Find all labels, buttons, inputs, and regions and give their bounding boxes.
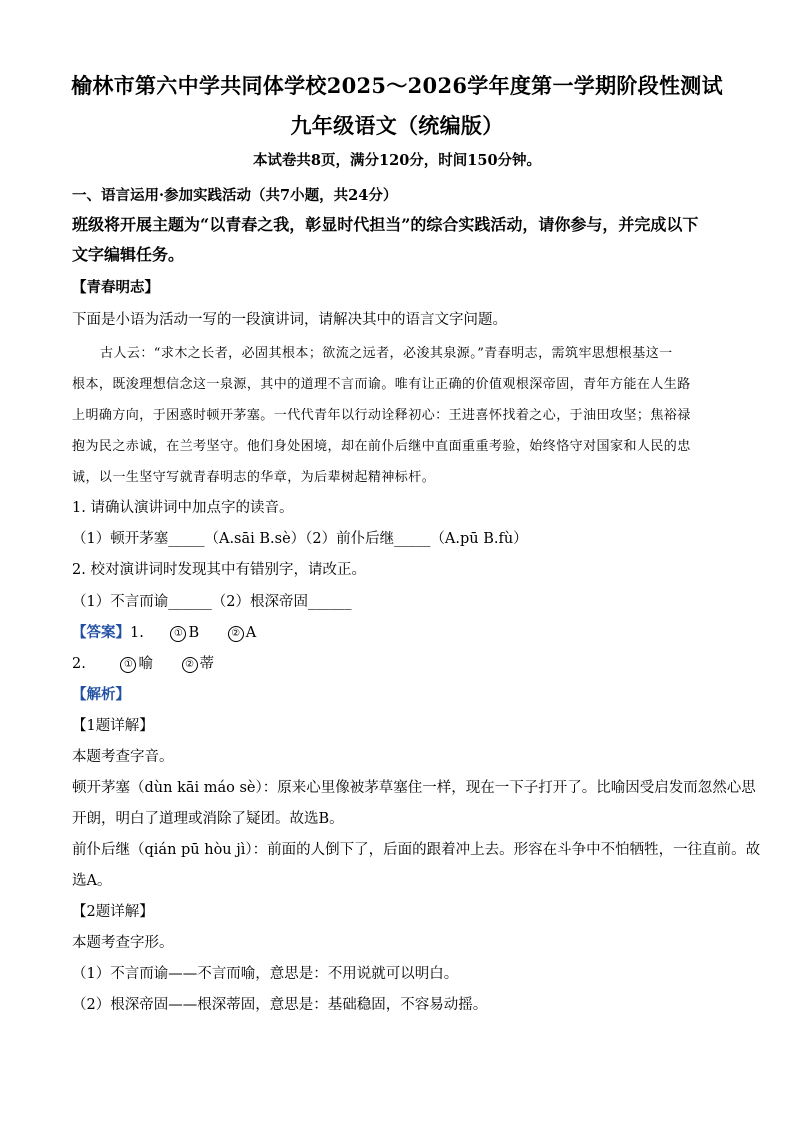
section-heading: 一、语言运用·参加实践活动（共7小题，共24分）: [72, 187, 398, 204]
answer-row-2: [72, 652, 214, 673]
exam-subtitle: 九年级语文（统编版）: [290, 113, 504, 138]
q2-explanation-2: （2）根深帝固——根深蒂固，意思是：基础稳固，不容易动摇。: [72, 997, 488, 1013]
q2-topic: 本题考查字形。: [72, 935, 174, 951]
question-2-options: （1）不言而谕______（2）根深帝固______: [72, 594, 352, 610]
exam-title: 榆林市第六中学共同体学校2025～2026学年度第一学期阶段性测试: [71, 73, 723, 98]
q1-detail-heading: 【1题详解】: [72, 718, 154, 734]
analysis-label: 【解析】: [72, 686, 130, 703]
sub-heading: 【青春明志】: [72, 279, 159, 296]
passage-line: 古人云：“求木之长者，必固其根本；欲流之远者，必浚其泉源。”青春明志，需筑牢思想根基这一: [100, 346, 673, 361]
q1-topic: 本题考查字音。: [72, 749, 174, 765]
q1-explanation-2-line-2: 选A。: [72, 873, 112, 889]
answer-2-circle-2: ②: [182, 657, 198, 673]
exam-info: 本试卷共8页，满分120分，时间150分钟。: [252, 152, 542, 169]
passage-line: 诚，以一生坚守写就青春明志的华章，为后辈树起精神标杆。: [72, 470, 436, 485]
answer-1-circle-2: ②: [228, 626, 244, 642]
answer-1-a: B: [188, 625, 200, 641]
passage-prompt: 下面是小语为活动一写的一段演讲词，请解决其中的语言文字问题。: [72, 312, 507, 328]
q2-explanation-1: （1）不言而谕——不言而喻，意思是：不用说就可以明白。: [72, 966, 459, 982]
answer-2-number: 2.: [72, 656, 86, 672]
answer-row-1: [72, 621, 256, 642]
answer-2-b: 蒂: [199, 656, 215, 672]
answer-1-circle-1: ①: [170, 626, 186, 642]
q2-detail-heading: 【2题详解】: [72, 904, 154, 920]
question-2: 2. 校对演讲词时发现其中有错别字，请改正。: [72, 562, 366, 578]
answer-2-a: 喻: [138, 656, 153, 672]
question-1: 1. 请确认演讲词中加点字的读音。: [72, 500, 294, 516]
answer-label: 【答案】: [72, 624, 130, 641]
passage-line: 根本，既浚理想信念这一泉源，其中的道理不言而谕。唯有让正确的价值观根深帝固，青年方能在人生路: [72, 377, 691, 392]
q1-explanation-1-line-2: 开朗，明白了道理或消除了疑团。故选B。: [72, 811, 344, 827]
section-intro-line-2: 文字编辑任务。: [72, 245, 185, 264]
answer-1-b: A: [245, 625, 257, 641]
passage-line: 抱为民之赤诚，在兰考坚守。他们身处困境，却在前仆后继中直面重重考验，始终恪守对国家和人民的忠: [72, 439, 691, 454]
q1-explanation-1-line-1: 顿开茅塞（dùn kāi máo sè）：原来心里像被茅草塞住一样，现在一下子打开了。比喻因受启发而忽然心思: [72, 780, 756, 796]
answer-2-circle-1: ①: [120, 657, 136, 673]
answer-1-number: 1.: [130, 625, 144, 641]
section-intro-line-1: 班级将开展主题为“以青春之我，彰显时代担当”的综合实践活动，请你参与，并完成以下: [72, 215, 699, 234]
passage-line: 上明确方向，于困惑时顿开茅塞。一代代青年以行动诠释初心：王进喜怀找着之心，于油田攻坚；焦裕禄: [72, 408, 691, 423]
question-1-options: （1）顿开茅塞_____（A.sāi B.sè）（2）前仆后继_____（A.pū B.fù）: [72, 531, 528, 547]
q1-explanation-2-line-1: 前仆后继（qián pū hòu jì）：前面的人倒下了，后面的跟着冲上去。形容在斗争中不怕牺牲，一往直前。故: [72, 842, 761, 858]
